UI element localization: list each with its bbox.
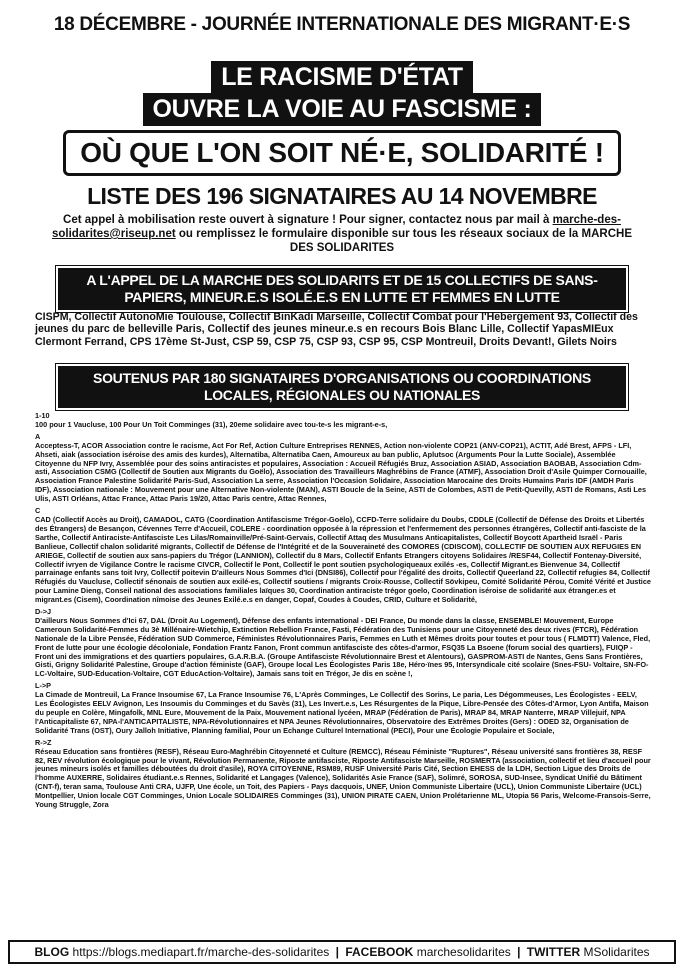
group-l-p: [35, 682, 651, 735]
twitter-link[interactable]: MSolidarites: [583, 945, 650, 959]
group-text: Acceptess-T, ACOR Association contre le racisme, Act For Ref, Action Culture Entreprises RENNES, Action non-violente COP21 (ANV-COP21), ACTIT, Adé Brest, AFPS - LFI, Ahseti, aiak (association iséroise des amis des kurdes), Alternatiba, Alternatiba Caen, Amoureux au ban public, Aplutsoc (Arguments Pour la Lutte Sociale), Assemblée Citoyenne du NFP Ivry, Assemblée pour des soins antiracistes et populaires, Association : Accueil Réfugiés Bruz, Association ASIAD, Association BAOBAB, Association Cdm-asti, Association CSMG (Collectif de Soutien aux Migrants du Goëlo), Association des Travailleurs Maghrébins de France (ATMF), Association Droit d'Asile Quimper Cornouaille, Association France Palestine Solidarité Paris-Sud, Association La serre, Association l'Occasion Solidaire, Association Marocaine des Droits Humains Paris IDF (AMDH Paris IDF), Association nationale : Mouvement pour une Alternative Non-violente (MAN), ASTI Boucle de la Seine, ASTI de Colombes, ASTI de Petit-Quevilly, ASTI de Romans, Asti Les Ulis, ASTI Orléans, Attac France, Attac Paris 19/20, Attac Paris centre, Attac Rennes,: [35, 440, 647, 504]
twitter-label: TWITTER: [526, 945, 581, 959]
group-text: 100 pour 1 Vaucluse, 100 Pour Un Toit Comminges (31), 20eme solidaire avec tou-te-s les migrant-e-s,: [35, 419, 388, 429]
group-text: Réseau Education sans frontières (RESF), Réseau Euro-Maghrébin Citoyenneté et Culture (REMCC), Réseau Féministe "Ruptures", Réseau université sans frontières 38, RESF 82, REV révolution écologique pour le vivant, Révolution Permanente, Riposte antifasciste, Riposte Antifasciste Marseille, ROSMERTA (association, collectif et lieu d'accueil pour jeunes mineurs isolés et familles déboutées du droit d'asile), ROYA CITOYENNE, RSM89, RUSF Université Paris Cité, Section EHESS de la LDH, Section Ligue des Droits de l'homme AUXERRE, Solidaires étudiant.e.s Rennes, Solidarité et Langages (Valence), Solidarités Asie France (SAF), Solimré, SOROSA, SUD-Insee, Syndicat Unifié du Bâtiment (CNT-f), teran sama, Toulouse Anti CRA, UJFP, Une école, un Toit, des Papiers - Pays dacquois, UNEF, Union Communiste Libertaire (UCL), Union Communiste Libertaire (UCL) Montpellier, Union locale CGT Comminges, Union Locale SOLIDAIRES Comminges (31), UNION PIRATE CAEN, Union Prolétarienne ML, Utopia 56 Paris, Welcome-Fransois-Serre, Young Struggle, Zora: [35, 746, 651, 810]
signatory-groups: [35, 412, 651, 813]
footer-separator: |: [517, 945, 521, 959]
group-label: 1-10: [35, 411, 50, 420]
intro-paragraph: [42, 213, 642, 255]
footer-links: [8, 940, 676, 964]
headline-line-2: OUVRE LA VOIE AU FASCISME :: [143, 93, 542, 126]
intro-text-before: Cet appel à mobilisation reste ouvert à signature ! Pour signer, contactez nous par mail à: [63, 214, 553, 226]
banner-soutiens: SOUTENUS PAR 180 SIGNATAIRES D'ORGANISATIONS OU COORDINATIONS LOCALES, RÉGIONALES OU NATIONALES: [58, 366, 626, 408]
email-link[interactable]: marche-des-solidarites@riseup.net: [51, 214, 621, 240]
group-label: C: [35, 506, 41, 516]
group-text: CAD (Collectif Accès au Droit), CAMADOL, CATG (Coordination Antifascisme Trégor-Goëlo), CCFD-Terre solidaire du Doubs, CDDLE (Collectif de Défense des Droits et Libertés des Étrangers) de Besançon, Cévennes Terre d'Accueil, COLERE - coordination opposée à la répression et l'enfermement des personnes étrangères, Collectif anti-fasciste de la Sarthe, Collectif Antiraciste-Antifasciste Les Lilas/Romainville/Pré-Saint-Gervais, Collectif Attaq des Musulmans Anticapitalistes, Collectif Boycott Apartheid Israël - Paris Banlieue, Collectif chalon solidarité migrants, Collectif de Défense de l'Intégrité et de la Souveraineté des COMORES (CDISCOM), COLLECTIF DE SOUTIEN AUX REFUGIES EN ARIEGE, Collectif de soutien aux sans-papiers du Trégor (LANNION), Collectif du 8 Mars, Collectif Enfants Etrangers citoyens Solidaires /RESF44, Collectif Fontenay-Diversité, Collectif ivryen de Vigilance Contre le racisme CIVCR, Collectif le Pont, Collectif le pont soutien psychologiqueaux exilés -es, Collectif Migrant.es Bienvenue 34, Collectif parrainage enfants sans toit Ivry, Collectif poitevin D'ailleurs Nous Sommes d'Ici (DNSI86), Collectif pour l'égalité des droits, Collectif Queerland 22, Collectif refugies 84, Collectif Réfugiés du Vaucluse, Collectif sénonais de soutien aux exilé-es, Collectif soutiens / migrants Croix-Rousse, Collectif Sövkipeu, Comité Solidarité Pérou, Comité Vérité et Justice pour Lamine Dieng, Conseil national des associations familiales laïques 30, Coordination antiraciste trégor goelo, Coordination iséroise de solidarité aux étranger.es et migrant.es (Cisem), Coordination nîmoise des Jeunes Exilé.e.s en danger, Copaf, Coudes à Coudes, CRID, Culture et Solidarité,: [35, 514, 651, 605]
blog-label: BLOG: [34, 945, 70, 959]
blog-link[interactable]: https://blogs.mediapart.fr/marche-des-solidarites: [72, 945, 330, 959]
headline-line-1-wrap: [0, 61, 684, 94]
group-1-10: [35, 412, 651, 430]
group-text: D'ailleurs Nous Sommes d'Ici 67, DAL (Droit Au Logement), Défense des enfants international - DEI France, Du monde dans la classe, ENSEMBLE! Mouvement, Europe Cameroun Solidarité-Femmes du 3è Millénaire-Wietchip, Extinction Rebellion France, Fasti, Fédération des Tunisiens pour une Citoyenneté des deux rives (FTCR), Fédération Nationale de la Libre Pensée, Fédération SUD Commerce, Féministes Révolutionnaires Paris, Femmes en Luth et Mêmes droits pour toutes et pour tous ( FLMDTT) Valence, Fled, Front de lutte pour une écologie décoloniale, Fondation Frantz Fanon, Front commun antifasciste des côtes-d'armor, FSQ35 La Bsoene (forum social des quartiers), FUIQP - Front uni des immigrations et des quartiers populaires, G.A.R.B.A. (Groupe Antifasciste Révolutionnaire Brest et Alentours), GASPROM-ASTI de Nantes, Gens Sans Frontières, Gisti, Grigny Solidarité Palestine, Groupe d'action féministe (GAF), Groupe local Les Écologistes Paris 18e, Héro·ïnes 95, Intersyndicale cité scolaire (Snes-FSU- Voltaire, SN-FO-LC-Voltaire, SUD-Education-Voltaire, CGT EducAction-Voltaire), Jamais sans toit en Trégor, Je dis en scène !,: [35, 615, 651, 679]
banner-appel: A L'APPEL DE LA MARCHE DES SOLIDARITS ET DE 15 COLLECTIFS DE SANS-PAPIERS, MINEUR.E.S ISOLÉ.E.S EN LUTTE ET FEMMES EN LUTTE: [58, 268, 626, 310]
headline-line-1: LE RACISME D'ÉTAT: [211, 61, 473, 94]
collectifs-list: CISPM, Collectif AutonoMie Toulouse, Collectif BinKadi Marseille, Collectif Combat pour l'Hebergement 93, Collectif des jeunes du parc de belleville Paris, Collectif des jeunes mineur.e.s en recours Bois Blanc Lille, Collectif YapasMIEux Clermont Ferrand, CPS 17ème St-Just, CSP 59, CSP 75, CSP 93, CSP 95, CSP Montreuil, Droits Devant!, Gilets Noirs: [35, 311, 638, 348]
group-r-z: [35, 739, 651, 810]
facebook-link[interactable]: marchesolidarites: [416, 945, 511, 959]
footer-separator: |: [335, 945, 339, 959]
headline-line-3: OÙ QUE L'ON SOIT NÉ·E, SOLIDARITÉ !: [63, 130, 621, 176]
group-c: [35, 507, 651, 605]
signatories-title: LISTE DES 196 SIGNATAIRES AU 14 NOVEMBRE: [87, 183, 597, 209]
group-text: La Cimade de Montreuil, La France Insoumise 67, La France Insoumise 76, L'Après Comminges, Le Collectif des Sorins, Le paria, Les Dégommeuses, Les Écologistes - EELV, Les Écologistes EELV Avignon, Les Insoumis du Comminges et du Savès (31), Les Invert.e.s, Les Résurgentes de la Pique, Libre-Pensée des Côtes-d'Armor, Lyon Antifa, Maison du peuple en Colère, Mingafolk, MNL Eure, Mouvement de la Paix, Mouvement national lycéen, MRAP (Fédération de Paris), MRAP 84, MRAP Nanterre, MRAP Villejuif, NPA l'Anticapitaliste 67, NPA-l'ANTICAPITALISTE, NPA-Révolutionnaires et NPA Jeunes Révolutionnaires, Observatoire des Extrêmes Droites (Gers) : ODED 32, Organisation de Solidarité Trans (OST), Oury Jalloh Initiative, Planning familial, Pour un Echange Culturel International (PECI), Pour une Écologie Populaire et Sociale,: [35, 690, 649, 735]
group-label: D->J: [35, 607, 52, 617]
headline-line-2-wrap: [0, 93, 684, 126]
facebook-label: FACEBOOK: [345, 945, 414, 959]
group-d-j: [35, 608, 651, 679]
group-label: L->P: [35, 681, 52, 691]
intro-text-after: ou remplissez le formulaire disponible sur tous les réseaux sociaux de la MARCHE DES SOLIDARITES: [175, 228, 632, 254]
group-a: [35, 433, 651, 504]
group-label: A: [35, 431, 41, 441]
headline-line-3-wrap: [0, 130, 684, 176]
date-line: 18 DÉCEMBRE - JOURNÉE INTERNATIONALE DES MIGRANT·E·S: [53, 14, 631, 35]
group-label: R->Z: [35, 737, 52, 747]
